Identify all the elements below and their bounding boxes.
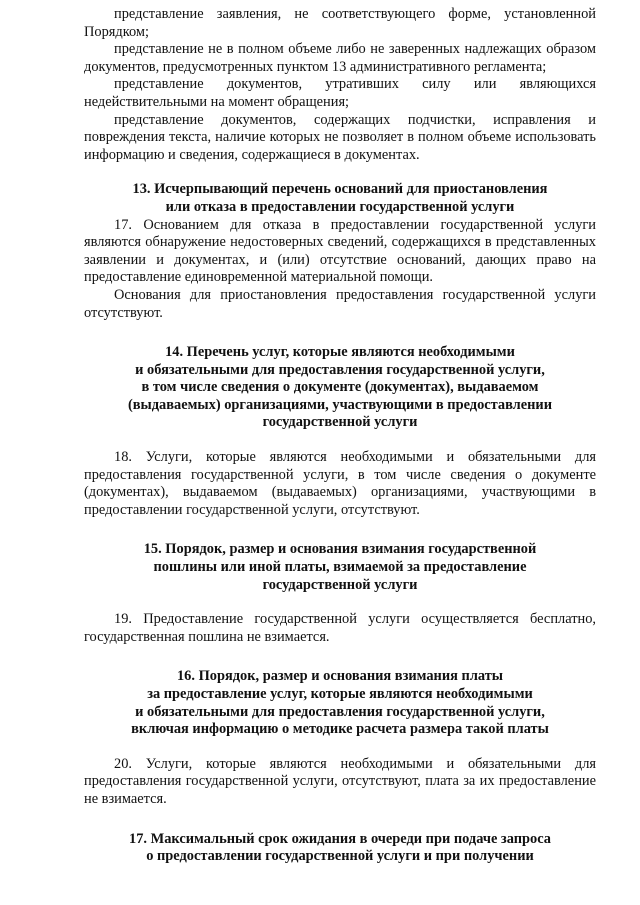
section-heading-line: (выдаваемых) организациями, участвующими в предоставлении: [127, 396, 553, 413]
section-16: [84, 668, 596, 808]
section-heading-line: государственной услуги: [262, 576, 418, 593]
section-heading-line: и обязательными для предоставления государственной услуги,: [135, 361, 545, 378]
section-15: [84, 541, 596, 646]
section-heading-line: или отказа в предоставлении государственной услуги: [165, 198, 515, 215]
section-heading-line: и обязательными для предоставления государственной услуги,: [135, 703, 545, 720]
section-14: [84, 344, 596, 519]
fragment-item: представление заявления, не соответствующего форме, установленной Порядком;: [84, 6, 596, 40]
section-paragraph: 19. Предоставление государственной услуги осуществляется бесплатно, государственная пошлина не взимается.: [84, 611, 596, 645]
section-13: [84, 181, 596, 322]
section-paragraph: 18. Услуги, которые являются необходимыми и обязательными для предоставления государственной услуги, в том числе сведения о документе (документах), выдаваемом (выдаваемых) организациями, участвующими в предоставлении государственной услуги, отсутствуют.: [84, 449, 596, 518]
section-paragraph: Основания для приостановления предоставления государственной услуги отсутствуют.: [84, 286, 596, 321]
section-heading-line: 16. Порядок, размер и основания взимания платы: [176, 668, 504, 685]
document-page: [84, 6, 596, 866]
section-17: [84, 831, 596, 866]
section-paragraph: 17. Основанием для отказа в предоставлении государственной услуги являются обнаружение недостоверных сведений, содержащихся в представленных заявлении и документах, и (или) отсутствие оснований, дающих право на предоставление единовременной материальной помощи.: [84, 216, 596, 286]
section-heading-line: государственной услуги: [262, 414, 418, 431]
section-paragraph: 20. Услуги, которые являются необходимыми и обязательными для предоставления государственной услуги, отсутствуют, плата за их предоставление не взимается.: [84, 755, 596, 807]
section-heading-line: 13. Исчерпывающий перечень оснований для приостановления: [132, 181, 548, 198]
section-heading-line: в том числе сведения о документе (документах), выдаваемом: [141, 379, 539, 396]
section-heading-line: пошлины или иной платы, взимаемой за предоставление: [153, 559, 527, 576]
fragment-item: представление документов, содержащих подчистки, исправления и повреждения текста, наличие которых не позволяет в полном объеме использовать информацию и сведения, содержащиеся в документах.: [84, 111, 596, 163]
fragment-item: представление не в полном объеме либо не заверенных надлежащих образом документов, предусмотренных пунктом 13 административного регламента;: [84, 41, 596, 75]
fragment-item: представление документов, утративших силу или являющихся недействительными на момент обращения;: [84, 76, 596, 110]
section-heading-line: включая информацию о методике расчета размера такой платы: [131, 721, 549, 738]
section-heading-line: 14. Перечень услуг, которые являются необходимыми: [165, 344, 515, 361]
section-heading-line: о предоставлении государственной услуги и при получении: [146, 848, 534, 865]
section-heading-line: 15. Порядок, размер и основания взимания государственной: [143, 541, 537, 558]
section-heading-line: за предоставление услуг, которые являются необходимыми: [147, 686, 533, 702]
section-heading-line: 17. Максимальный срок ожидания в очереди при подаче запроса: [129, 830, 551, 847]
